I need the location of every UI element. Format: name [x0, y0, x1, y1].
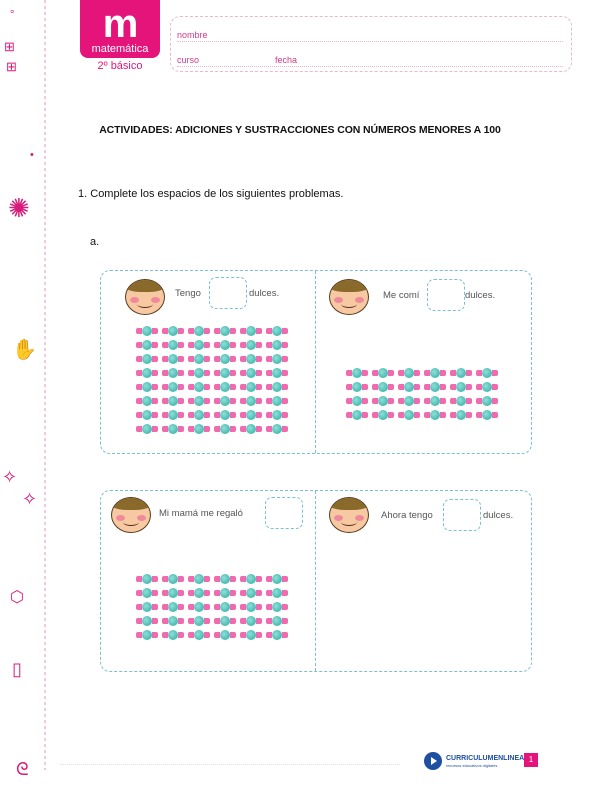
subject-logo: [80, 0, 160, 58]
candy-icon: [213, 629, 237, 641]
candy-icon: [187, 325, 211, 337]
candy-icon: [187, 601, 211, 613]
candy-icon: [135, 325, 159, 337]
name-field[interactable]: [177, 30, 563, 42]
panel-4-text-after: dulces.: [483, 510, 514, 521]
panel-2-text-before: Me comí: [383, 290, 420, 301]
panel-2-candy-grid: [345, 367, 501, 421]
candy-icon: [449, 367, 473, 379]
child-face-icon: [111, 497, 151, 533]
child-face-icon: [329, 497, 369, 533]
candy-icon: [239, 325, 263, 337]
candy-icon: [345, 367, 369, 379]
candy-icon: [265, 339, 289, 351]
course-label: curso: [177, 55, 200, 65]
candy-icon: [187, 423, 211, 435]
candy-icon: [161, 601, 185, 613]
candy-icon: [135, 573, 159, 585]
panel-1-text-after: dulces.: [249, 288, 280, 299]
candy-icon: [213, 339, 237, 351]
candy-icon: [449, 381, 473, 393]
candy-icon: [371, 409, 395, 421]
candy-icon: [213, 367, 237, 379]
logo-letter: m: [102, 2, 138, 46]
page-title: ACTIVIDADES: ADICIONES Y SUSTRACCIONES CON NÚMEROS MENORES A 100: [99, 124, 501, 136]
cube-doodle-icon: ⬡: [10, 589, 24, 606]
dot-doodle-icon: °: [10, 9, 15, 21]
candy-icon: [161, 367, 185, 379]
candy-icon: [265, 423, 289, 435]
panel-1-text-before: Tengo: [175, 288, 201, 299]
candy-icon: [239, 409, 263, 421]
grade-label: 2º básico: [97, 60, 143, 72]
candy-icon: [265, 367, 289, 379]
candy-icon: [213, 325, 237, 337]
footer-divider: [60, 764, 400, 765]
star-doodle-icon: ✧: [2, 467, 18, 487]
candy-icon: [161, 409, 185, 421]
candy-icon: [239, 587, 263, 599]
candy-icon: [371, 395, 395, 407]
candy-icon: [161, 615, 185, 627]
candy-icon: [239, 629, 263, 641]
candy-icon: [187, 381, 211, 393]
candy-icon: [187, 409, 211, 421]
candy-icon: [449, 395, 473, 407]
panel-2-text-after: dulces.: [465, 290, 496, 301]
candy-icon: [135, 601, 159, 613]
candy-icon: [187, 395, 211, 407]
question-1: [78, 188, 343, 200]
candy-icon: [265, 587, 289, 599]
candy-icon: [187, 587, 211, 599]
candy-icon: [475, 409, 499, 421]
panel-3-candy-grid: [135, 573, 291, 641]
candy-icon: [161, 339, 185, 351]
wheel-doodle-icon: ✺: [8, 193, 30, 223]
candy-icon: [213, 573, 237, 585]
student-info-box: [170, 16, 572, 72]
candy-icon: [239, 601, 263, 613]
name-label: nombre: [177, 30, 208, 40]
candy-icon: [135, 339, 159, 351]
candy-icon: [475, 395, 499, 407]
candy-icon: [135, 395, 159, 407]
candy-icon: [135, 367, 159, 379]
candy-icon: [239, 395, 263, 407]
candy-icon: [345, 381, 369, 393]
panel-4-answer-box[interactable]: [443, 499, 481, 531]
candy-icon: [135, 615, 159, 627]
candy-icon: [239, 573, 263, 585]
question-text: Complete los espacios de los siguientes problemas.: [90, 188, 344, 200]
candy-icon: [449, 409, 473, 421]
candy-icon: [135, 629, 159, 641]
panel-divider: [315, 271, 316, 453]
candy-icon: [161, 629, 185, 641]
dotted-margin-line: [44, 0, 46, 770]
candy-icon: [161, 395, 185, 407]
play-icon: [424, 752, 442, 770]
candy-icon: [213, 395, 237, 407]
candy-icon: [161, 587, 185, 599]
candy-icon: [239, 423, 263, 435]
candy-icon: [239, 339, 263, 351]
candy-icon: [265, 409, 289, 421]
part-label: a.: [90, 236, 100, 248]
candy-icon: [213, 615, 237, 627]
curriculum-logo[interactable]: [424, 752, 524, 770]
candy-icon: [213, 409, 237, 421]
candy-icon: [161, 573, 185, 585]
candy-icon: [239, 381, 263, 393]
date-label: fecha: [275, 55, 298, 65]
hand-doodle-icon: ✋: [12, 339, 37, 361]
dot-doodle-icon: •: [30, 149, 34, 161]
brand-subtitle: recursos educativos digitales: [446, 762, 498, 768]
candy-icon: [135, 409, 159, 421]
problem-row-2: [100, 490, 532, 672]
candy-icon: [265, 353, 289, 365]
logo-subject: matemática: [91, 43, 149, 55]
numbers-doodle-icon: ⊞: [4, 39, 15, 54]
course-field[interactable]: [177, 55, 563, 67]
candy-icon: [187, 629, 211, 641]
candy-icon: [423, 381, 447, 393]
candy-icon: [423, 409, 447, 421]
panel-3-text-before: Mi mamá me regaló: [159, 508, 243, 519]
page-number: 1: [524, 753, 538, 767]
star-doodle-icon: ✧: [22, 489, 38, 509]
candy-icon: [345, 395, 369, 407]
candy-icon: [161, 381, 185, 393]
panel-1-candy-grid: [135, 325, 291, 435]
panel-1-answer-box[interactable]: [209, 277, 247, 309]
swirl-doodle-icon: ᘓ: [16, 759, 29, 779]
decorative-sidebar: [0, 0, 48, 800]
candy-icon: [423, 395, 447, 407]
candy-icon: [239, 615, 263, 627]
candy-icon: [161, 353, 185, 365]
candy-icon: [213, 353, 237, 365]
candy-icon: [161, 423, 185, 435]
candy-icon: [397, 381, 421, 393]
candy-icon: [265, 381, 289, 393]
candy-icon: [265, 601, 289, 613]
candy-icon: [475, 367, 499, 379]
candy-icon: [187, 339, 211, 351]
candy-icon: [213, 381, 237, 393]
candy-icon: [265, 629, 289, 641]
candy-icon: [187, 615, 211, 627]
candy-icon: [397, 367, 421, 379]
numbers-doodle-icon: ⊞: [6, 59, 17, 74]
child-face-icon: [329, 279, 369, 315]
candy-icon: [265, 395, 289, 407]
candy-icon: [187, 367, 211, 379]
candy-icon: [187, 573, 211, 585]
problem-row-1: [100, 270, 532, 454]
panel-2-answer-box[interactable]: [427, 279, 465, 311]
candy-icon: [371, 381, 395, 393]
brand-name: CURRICULUMENLINEA: [446, 754, 525, 762]
candy-icon: [135, 381, 159, 393]
candy-icon: [397, 395, 421, 407]
candy-icon: [265, 615, 289, 627]
candy-icon: [213, 601, 237, 613]
candy-icon: [213, 423, 237, 435]
candy-icon: [135, 353, 159, 365]
child-face-icon: [125, 279, 165, 315]
candy-icon: [135, 587, 159, 599]
question-number: 1.: [78, 188, 88, 200]
candy-icon: [397, 409, 421, 421]
candy-icon: [265, 573, 289, 585]
candy-icon: [135, 423, 159, 435]
panel-4-text-before: Ahora tengo: [381, 510, 433, 521]
candy-icon: [475, 381, 499, 393]
candy-icon: [423, 367, 447, 379]
panel-divider: [315, 491, 316, 671]
candy-icon: [187, 353, 211, 365]
candy-icon: [345, 409, 369, 421]
candy-icon: [239, 353, 263, 365]
candy-icon: [239, 367, 263, 379]
candy-icon: [265, 325, 289, 337]
candy-icon: [213, 587, 237, 599]
panel-3-answer-box[interactable]: [265, 497, 303, 529]
box-doodle-icon: ▯: [12, 659, 22, 679]
candy-icon: [161, 325, 185, 337]
candy-icon: [371, 367, 395, 379]
